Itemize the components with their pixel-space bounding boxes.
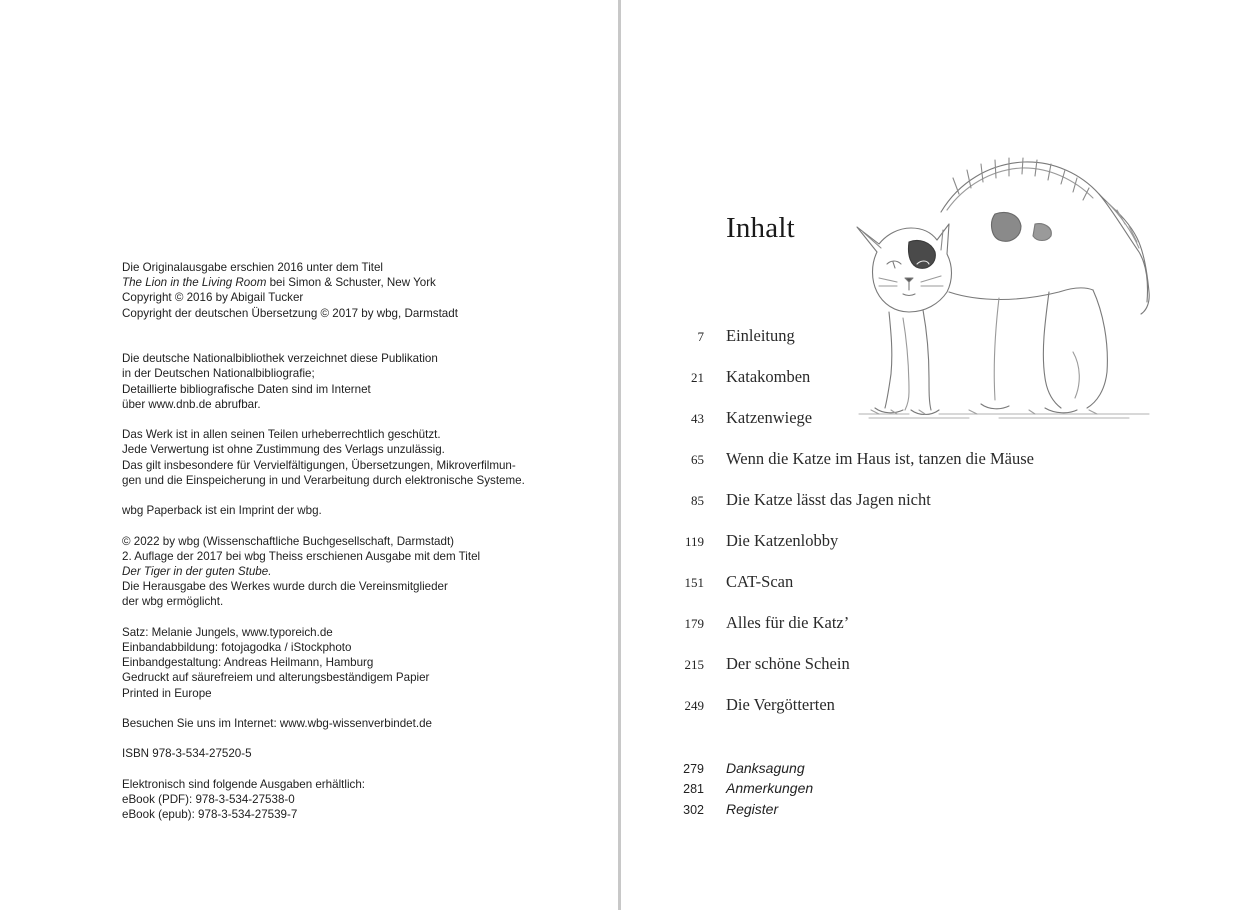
imprint-copyright-notice <box>122 427 582 488</box>
toc-chapter-title: Einleitung <box>726 326 795 345</box>
imprint-line: Printed in Europe <box>122 686 212 700</box>
toc-chapter-title: Katzenwiege <box>726 408 813 427</box>
toc-entry[interactable] <box>621 572 1234 596</box>
imprint-line: © 2022 by wbg (Wissenschaftliche Buchgesellschaft, Darmstadt) <box>122 534 455 548</box>
toc-entry[interactable] <box>621 531 1234 555</box>
imprint-line: Copyright © 2016 by Abigail Tucker <box>122 291 304 305</box>
imprint-line: über www.dnb.de abrufbar. <box>122 397 261 411</box>
imprint-credits <box>122 625 582 701</box>
toc-entry[interactable] <box>621 654 1234 678</box>
imprint-line: Die Herausgabe des Werkes wurde durch die Vereinsmitglieder <box>122 580 448 594</box>
imprint-line: Einbandabbildung: fotojagodka / iStockphoto <box>122 640 352 654</box>
previous-title: Der Tiger in der guten Stube. <box>122 564 272 578</box>
toc-page-number: 249 <box>684 698 704 713</box>
imprint-line: gen und die Einspeicherung in und Verarbeitung durch elektronische Systeme. <box>122 473 525 487</box>
toc-page-number: 65 <box>691 452 704 467</box>
imprint-website: Besuchen Sie uns im Internet: www.wbg-wissenverbindet.de <box>122 716 432 730</box>
toc-page-number: 279 <box>683 762 704 776</box>
toc-page-number: 43 <box>691 411 704 426</box>
toc-chapter-title: CAT-Scan <box>726 572 794 591</box>
imprint-line: Das gilt insbesondere für Vervielfältigungen, Übersetzungen, Mikroverfilmun- <box>122 458 516 472</box>
imprint-line: Gedruckt auf säurefreiem und alterungsbeständigem Papier <box>122 671 430 685</box>
toc-page-number: 215 <box>684 657 704 672</box>
toc-page-number: 151 <box>684 575 704 590</box>
imprint-line: Detaillierte bibliografische Daten sind im Internet <box>122 382 371 396</box>
imprint-original-edition <box>122 260 582 321</box>
toc-chapter-title: Die Katze lässt das Jagen nicht <box>726 490 931 509</box>
toc-entry[interactable] <box>621 367 1234 391</box>
toc-chapter-title: Die Vergötterten <box>726 695 835 714</box>
imprint-block <box>122 260 582 838</box>
toc-entry[interactable] <box>621 490 1234 514</box>
toc-entry[interactable] <box>621 449 1234 473</box>
toc-page-number: 85 <box>691 493 704 508</box>
toc-page-number: 302 <box>683 803 704 817</box>
imprint-line: Einbandgestaltung: Andreas Heilmann, Hamburg <box>122 656 374 670</box>
imprint-line: 2. Auflage der 2017 bei wbg Theiss erschienen Ausgabe mit dem Titel <box>122 549 481 563</box>
imprint-line: eBook (PDF): 978-3-534-27538-0 <box>122 792 295 806</box>
toc-chapter-title: Alles für die Katz’ <box>726 613 850 632</box>
imprint-edition-info <box>122 534 582 610</box>
toc-title: Inhalt <box>726 212 795 244</box>
imprint-line: Das Werk ist in allen seinen Teilen urheberrechtlich geschützt. <box>122 428 441 442</box>
toc-back-matter-title: Anmerkungen <box>726 780 814 796</box>
toc-entry[interactable] <box>621 326 1234 350</box>
imprint-line: Satz: Melanie Jungels, www.typoreich.de <box>122 625 333 639</box>
toc-chapter-title: Der schöne Schein <box>726 654 850 673</box>
imprint-line: der wbg ermöglicht. <box>122 595 224 609</box>
imprint-ebook-editions <box>122 777 582 823</box>
imprint-line: Die Originalausgabe erschien 2016 unter dem Titel <box>122 261 384 274</box>
toc-entry[interactable] <box>621 408 1234 432</box>
toc-page-number: 119 <box>684 534 704 549</box>
imprint-line: Copyright der deutschen Übersetzung © 2017 by wbg, Darmstadt <box>122 306 458 320</box>
imprint-line: Die deutsche Nationalbibliothek verzeichnet diese Publikation <box>122 352 438 366</box>
imprint-line: in der Deutschen Nationalbibliografie; <box>122 367 315 381</box>
right-page <box>621 0 1234 910</box>
toc-chapter-title: Wenn die Katze im Haus ist, tanzen die Mäuse <box>726 449 1034 468</box>
toc-entry[interactable] <box>621 695 1234 719</box>
imprint-isbn: ISBN 978-3-534-27520-5 <box>122 747 252 761</box>
toc-entry[interactable] <box>621 613 1234 637</box>
toc-page-number: 21 <box>691 370 704 385</box>
toc-back-matter-entry[interactable] <box>621 760 1234 780</box>
toc-back-matter-entry[interactable] <box>621 801 1234 821</box>
original-title: The Lion in the Living Room <box>122 276 267 290</box>
imprint-line: eBook (epub): 978-3-534-27539-7 <box>122 808 298 822</box>
toc-back-matter-title: Register <box>726 801 779 817</box>
toc-page-number: 281 <box>683 782 704 796</box>
imprint-nationalbibliothek <box>122 351 582 412</box>
imprint-line: Elektronisch sind folgende Ausgaben erhältlich: <box>122 777 365 791</box>
toc-chapter-title: Die Katzenlobby <box>726 531 839 550</box>
imprint-line: Jede Verwertung ist ohne Zustimmung des Verlags unzulässig. <box>122 443 445 457</box>
toc-back-matter-title: Danksagung <box>726 760 805 776</box>
toc-chapter-title: Katakomben <box>726 367 811 386</box>
toc-page-number: 7 <box>697 329 704 344</box>
imprint-paperback-note: wbg Paperback ist ein Imprint der wbg. <box>122 504 322 518</box>
toc-back-matter-entry[interactable] <box>621 780 1234 800</box>
imprint-line: bei Simon & Schuster, New York <box>266 276 436 290</box>
toc-page-number: 179 <box>684 616 704 631</box>
